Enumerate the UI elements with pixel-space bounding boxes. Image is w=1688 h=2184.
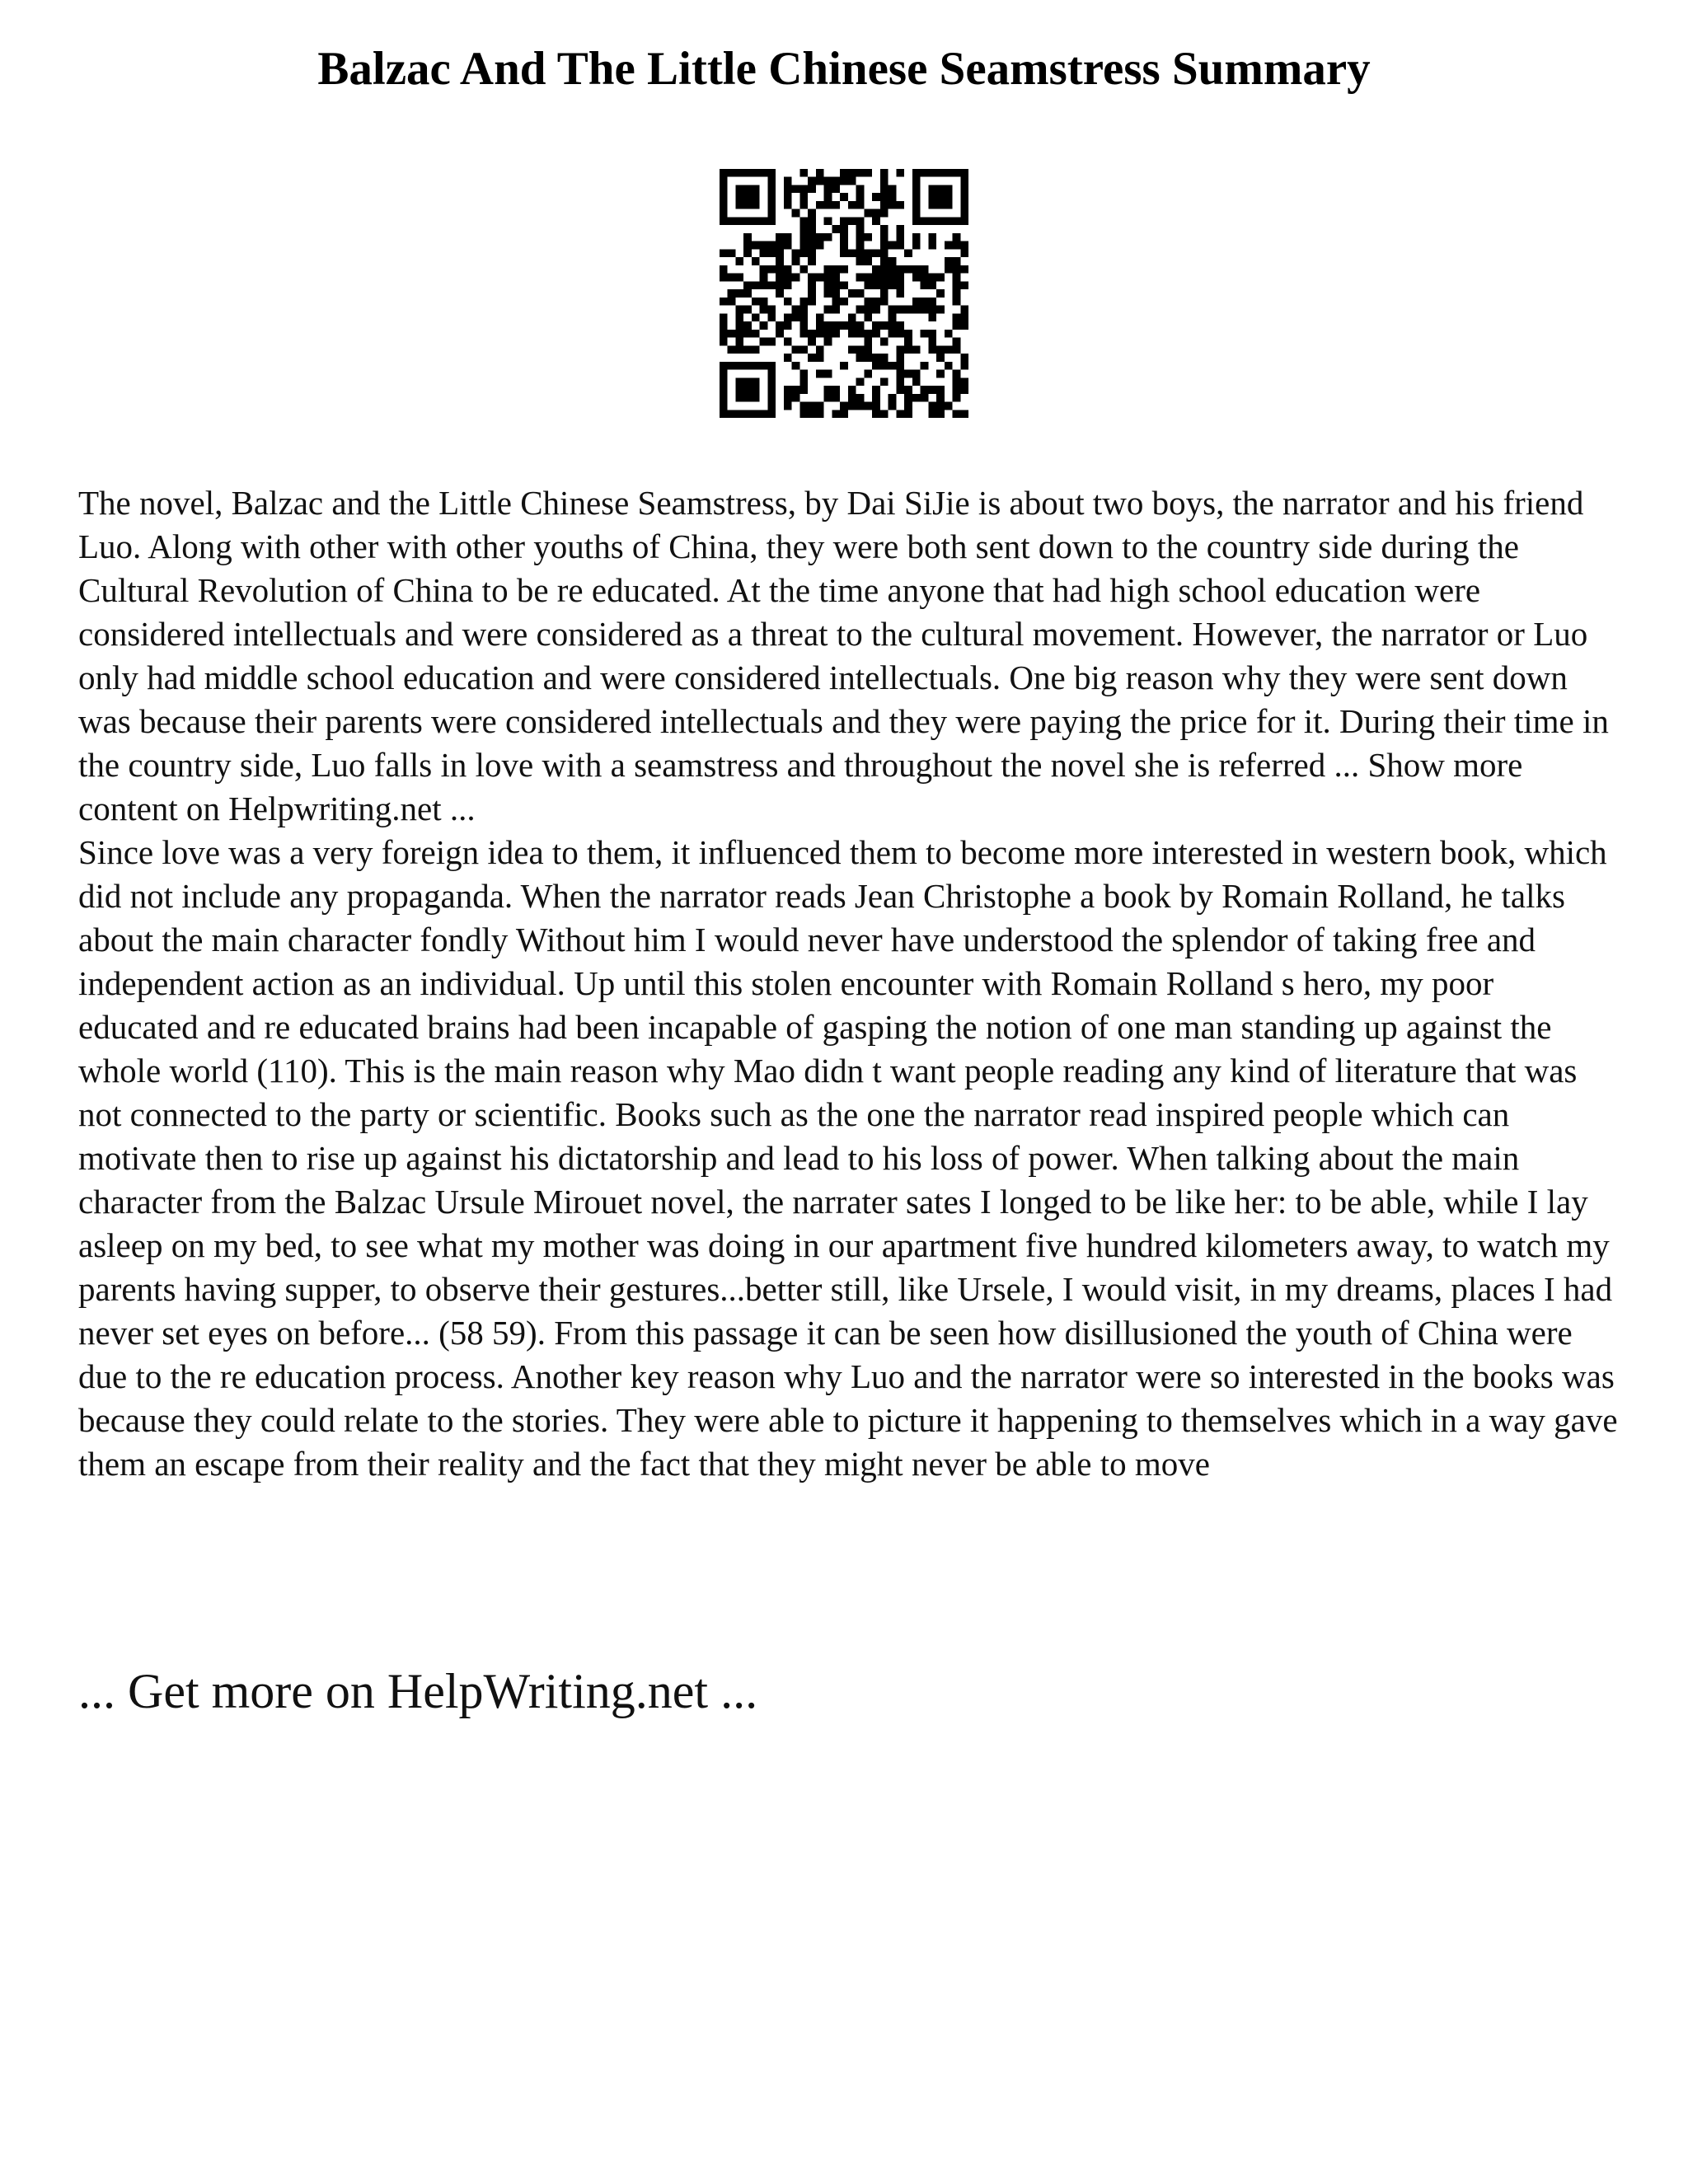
get-more-link[interactable]: ... Get more on HelpWriting.net ... <box>78 1664 758 1718</box>
page-title: Balzac And The Little Chinese Seamstress Summary <box>317 43 1371 95</box>
article-paragraph-1: The novel, Balzac and the Little Chinese Seamstress, by Dai SiJie is about two boys, the narrator and his friend Luo. Along with other with other youths of China, they were both sent down to the country side during the Cultural Revolution of China to be re educated. At the time anyone that had high school education were considered intellectuals and were considered as a threat to the cultural movement. However, the narrator or Luo only had middle school education and were considered intellectuals. One big reason why they were sent down was because their parents were considered intellectuals and they were paying the price for it. During their time in the country side, Luo falls in love with a seamstress and throughout the novel she is referred ... Show more content on Helpwriting.net ... <box>78 484 1609 827</box>
article-body <box>78 481 1620 1486</box>
qr-code-graphic <box>720 169 968 418</box>
article-paragraph-2: Since love was a very foreign idea to them, it influenced them to become more interested in western book, which did not include any propaganda. When the narrator reads Jean Christophe a book by Romain Rolland, he talks about the main character fondly Without him I would never have understood the splendor of taking free and independent action as an individual. Up until this stolen encounter with Romain Rolland s hero, my poor educated and re educated brains had been incapable of gasping the notion of one man standing up against the whole world (110). This is the main reason why Mao didn t want people reading any kind of literature that was not connected to the party or scientific. Books such as the one the narrator read inspired people which can motivate then to rise up against his dictatorship and lead to his loss of power. When talking about the main character from the Balzac Ursule Mirouet novel, the narrater sates I longed to be like her: to be able, while I lay asleep on my bed, to see what my mother was doing in our apartment five hundred kilometers away, to watch my parents having supper, to observe their gestures...better still, like Ursele, I would visit, in my dreams, places I had never set eyes on before... (58 59). From this passage it can be seen how disillusioned the youth of China were due to the re education process. Another key reason why Luo and the narrator were so interested in the books was because they could relate to the stories. They were able to picture it happening to themselves which in a way gave them an escape from their reality and the fact that they might never be able to move <box>78 833 1618 1483</box>
qr-code-icon <box>720 169 968 418</box>
